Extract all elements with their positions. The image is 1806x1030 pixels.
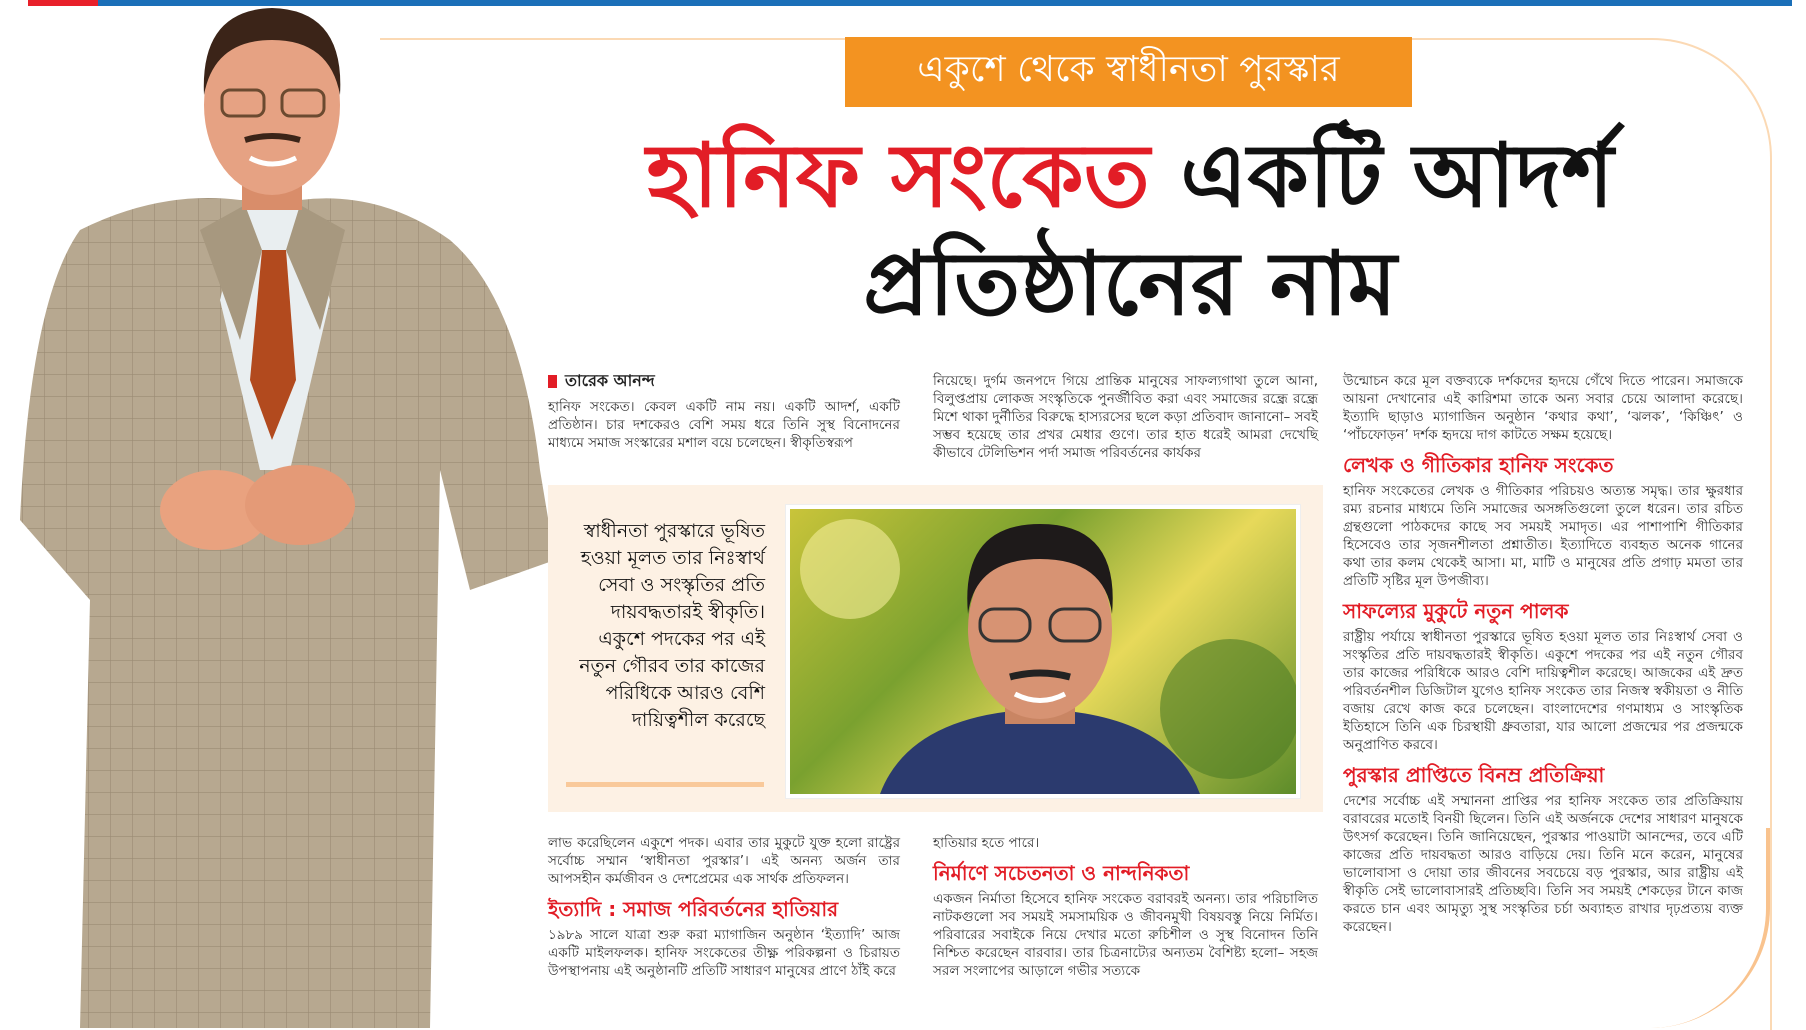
headline bbox=[600, 122, 1660, 338]
paragraph-success: রাষ্ট্রীয় পর্যায়ে স্বাধীনতা পুরস্কারে ভূষিত হওয়া মূলত তার নিঃস্বার্থ সেবা ও সংস্কৃতির প্রতি দায়বদ্ধতারই স্বীকৃতি। একুশে পদকের পর এই নতুন গৌরব তার কাজের পরিধিকে আরও বেশি দায়িত্বশীল করেছে। আজকের এই দ্রুত পরিবর্তনশীল ডিজিটাল যুগেও হানিফ সংকেত তার নিজস্ব স্বকীয়তা ও নীতি বজায় রেখে কাজ করে চলেছেন। বাংলাদেশের গণমাধ্যম ও সাংস্কৃতিক ইতিহাসে তিনি এক চিরস্থায়ী ধ্রুবতারা, যার আলো প্রজন্মের পর প্রজন্মকে অনুপ্রাণিত করবে। bbox=[1343, 629, 1743, 753]
paragraph-ittadi: ১৯৮৯ সালে যাত্রা শুরু করা ম্যাগাজিন অনুষ্ঠান ‘ইত্যাদি’ আজ একটি মাইলফলক। হানিফ সংকেতের তীক্ষ্ণ পরিকল্পনা ও চিরায়ত উপস্থাপনায় এই অনুষ্ঠানটি প্রতিটি সাধারণ মানুষের প্রাণে ঠাঁই করে bbox=[548, 927, 900, 979]
byline bbox=[548, 372, 900, 390]
pull-quote: স্বাধীনতা পুরস্কারে ভূষিত হওয়া মূলত তার নিঃস্বার্থ সেবা ও সংস্কৃতির প্রতি দায়বদ্ধতারই স্বীকৃতি। একুশে পদকের পর এই নতুন গৌরব তার কাজের পরিধিকে আরও বেশি দায়িত্বশীল করেছে bbox=[579, 520, 765, 731]
subhead-ittadi: ইত্যাদি : সমাজ পরিবর্তনের হাতিয়ার bbox=[548, 897, 839, 921]
column-2-bottom bbox=[933, 834, 1318, 980]
subhead-success: সাফল্যের মুকুটে নতুন পালক bbox=[1343, 599, 1569, 623]
column-3-top-paragraph: উন্মোচন করে মূল বক্তব্যকে দর্শকদের হৃদয়ে গেঁথে দিতে পারেন। সমাজকে আয়না দেখানোর এই কারিশমা তাকে অন্য সবার চেয়ে আলাদা করেছে। ইত্যাদি ছাড়াও ম্যাগাজিন অনুষ্ঠান ‘কথার কথা’, ‘ঝলক’, ‘কিঞ্চিৎ’ ও ‘পাঁচফোড়ন’ দর্শক হৃদয়ে দাগ কাটতে সক্ষম হয়েছে। bbox=[1343, 373, 1743, 443]
continued-paragraph: লাভ করেছিলেন একুশে পদক। এবার তার মুকুটে যুক্ত হলো রাষ্ট্রের সর্বোচ্চ সম্মান ‘স্বাধীনতা পুরস্কার’। এই অনন্য অর্জন তার আপসহীন কর্মজীবন ও দেশপ্রেমের এক সার্থক প্রতিফলন। bbox=[548, 835, 900, 887]
subhead-writer: লেখক ও গীতিকার হানিফ সংকেত bbox=[1343, 453, 1614, 477]
author-name: তারেক আনন্দ bbox=[565, 371, 655, 390]
headline-part: একটি আদর্শ bbox=[1180, 124, 1614, 227]
column-1-bottom bbox=[548, 834, 900, 980]
headline-name: হানিফ সংকেত bbox=[646, 124, 1150, 227]
portrait-image bbox=[790, 509, 1296, 794]
paragraph-production: একজন নির্মাতা হিসেবে হানিফ সংকেত বরাবরই অনন্য। তার পরিচালিত নাটকগুলো সব সময়ই সমসাময়িক ও জীবনমুখী বিষয়বস্তু নিয়ে নির্মিত। পরিবারের সবাইকে নিয়ে দেখার মতো রুচিশীল ও সুস্থ বিনোদন তিনি নিশ্চিত করেছেন বারবার। তার চিত্রনাট্যের অন্যতম বৈশিষ্ট্য হলো– সহজ সরল সংলাপের আড়ালে গভীর সত্যকে bbox=[933, 891, 1318, 979]
column-1-top bbox=[548, 372, 900, 452]
portrait-photo bbox=[786, 505, 1300, 798]
subhead-production: নির্মাণে সচেতনতা ও নান্দনিকতা bbox=[933, 861, 1190, 885]
byline-marker-icon bbox=[548, 375, 557, 388]
intro-paragraph: হানিফ সংকেত। কেবল একটি নাম নয়। একটি আদর্শ, একটি প্রতিষ্ঠান। চার দশকেরও বেশি সময় ধরে তিনি সুস্থ বিনোদনের মাধ্যমে সমাজ সংস্কারের মশাল বয়ে চলেছেন। স্বীকৃতিস্বরূপ bbox=[548, 399, 900, 451]
subhead-reaction: পুরস্কার প্রাপ্তিতে বিনম্র প্রতিক্রিয়া bbox=[1343, 763, 1605, 787]
kicker-banner: একুশে থেকে স্বাধীনতা পুরস্কার bbox=[845, 37, 1412, 107]
hanif-sanket-standing-photo bbox=[0, 0, 560, 1028]
headline-line2: প্রতিষ্ঠানের নাম bbox=[863, 232, 1397, 335]
pull-quote-rule bbox=[566, 782, 764, 787]
column-2-top: নিয়েছে। দুর্গম জনপদে গিয়ে প্রান্তিক মানুষের সাফল্যগাথা তুলে আনা, বিলুপ্তপ্রায় লোকজ সংস্কৃতিকে পুনর্জীবিত করা এবং সমাজের রন্ধ্রে রন্ধ্রে মিশে থাকা দুর্নীতির বিরুদ্ধে হাস্যরসের ছলে কড়া প্রতিবাদ জানানো– সবই সম্ভব হয়েছে তার প্রখর মেধার গুণে। তার হাত ধরেই আমরা দেখেছি কীভাবে টেলিভিশন পর্দা সমাজ পরিবর্তনের কার্যকর bbox=[933, 373, 1318, 461]
continued-paragraph-2: হাতিয়ার হতে পারে। bbox=[933, 835, 1040, 851]
paragraph-reaction: দেশের সর্বোচ্চ এই সম্মাননা প্রাপ্তির পর হানিফ সংকেত তার প্রতিক্রিয়ায় বরাবরের মতোই বিনয়ী ছিলেন। তিনি এই অর্জনকে দেশের সাধারণ মানুষকে উৎসর্গ করেছেন। তিনি জানিয়েছেন, পুরস্কার পাওয়াটা আনন্দের, তবে এটি কাজের প্রতি দায়বদ্ধতা আরও বাড়িয়ে দেয়। তিনি মনে করেন, মানুষের ভালোবাসা ও দোয়া তার জীবনের সবচেয়ে বড় পুরস্কার, আর রাষ্ট্রীয় এই স্বীকৃতি সেই ভালোবাসারই প্রতিচ্ছবি। তিনি সব সময়ই শেকড়ের টানে কাজ করতে চান এবং আমৃত্যু সুস্থ সংস্কৃতির চর্চা অব্যাহত রাখার দৃঢ়প্রত্যয় ব্যক্ত করেছেন। bbox=[1343, 793, 1743, 935]
paragraph-writer: হানিফ সংকেতের লেখক ও গীতিকার পরিচয়ও অত্যন্ত সমৃদ্ধ। তার ক্ষুরধার রম্য রচনার মাধ্যমে তিনি সমাজের অসঙ্গতিগুলো তুলে ধরেন। তার রচিত গ্রন্থগুলো পাঠকদের কাছে সব সময়ই সমাদৃত। এর পাশাপাশি গীতিকার হিসেবেও তার সৃজনশীলতা প্রশ্নাতীত। ইত্যাদিতে ব্যবহৃত অনেক গানের কথা তার কলম থেকেই আসা। মা, মাটি ও মানুষের প্রতি প্রগাঢ় মমতা তার প্রতিটি সৃষ্টির মূল উপজীব্য। bbox=[1343, 483, 1743, 589]
